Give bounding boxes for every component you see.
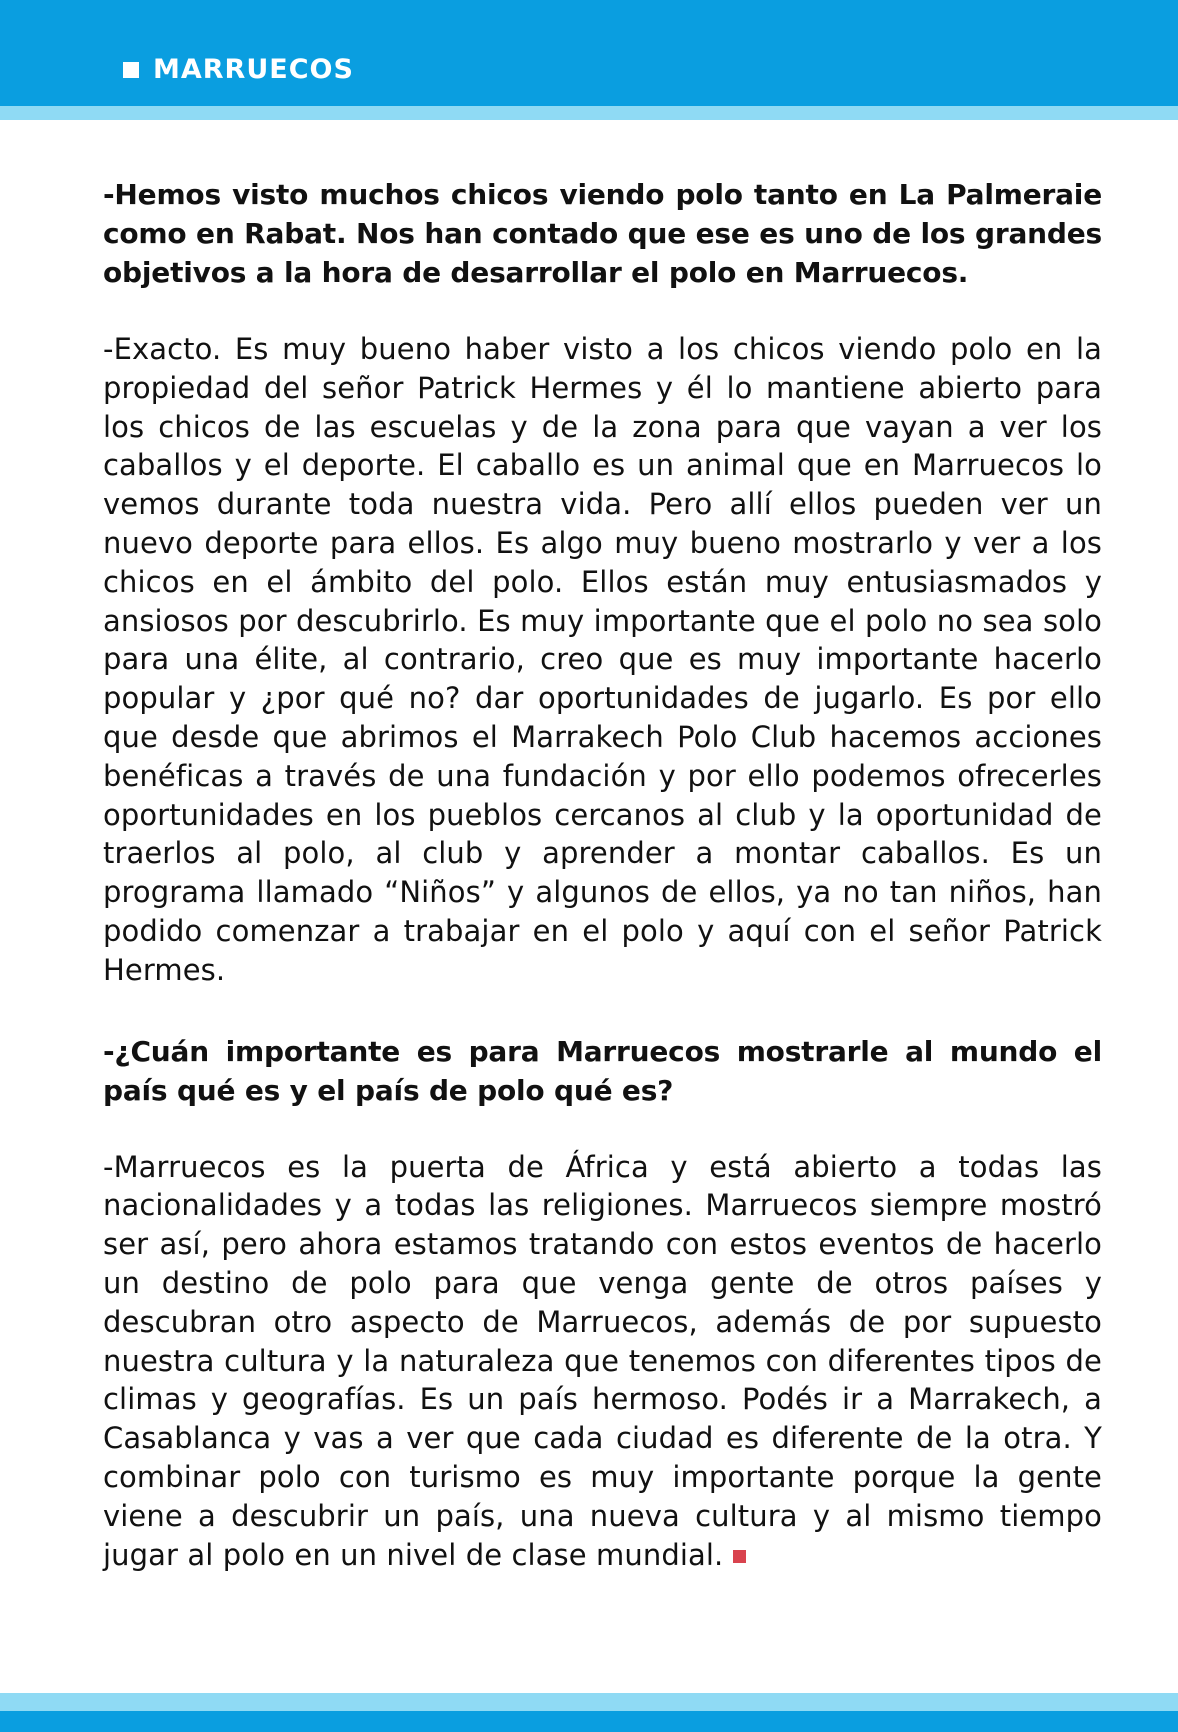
answer-text: -Marruecos es la puerta de África y está abierto a todas las nacionalidades y a todas las religiones. Marruecos siempre mostró ser así, pero ahora estamos tratando con estos eventos de hacerlo un destino de polo para que venga gente de otros países y descubran otro aspecto de Marruecos, además de por supuesto nuestra cultura y la naturaleza que tenemos con diferentes tipos de climas y geografías. Es un país hermoso. Podés ir a Marrakech, a Casablanca y vas a ver que cada ciudad es diferente de la otra. Y combinar polo con turismo es muy importante porque la gente viene a descubrir un país, una nueva cultura y al mismo tiempo jugar al polo en un nivel de clase mundial.: [103, 1149, 1102, 1572]
article-body: [103, 175, 1102, 1574]
end-of-article-mark: [733, 1550, 746, 1563]
section-title: MARRUECOS: [153, 54, 354, 85]
section-marker-square: [123, 62, 139, 78]
header-stripe: [0, 106, 1178, 120]
interview-question: -¿Cuán importante es para Marruecos mostrarle al mundo el país qué es y el país de polo qué es?: [103, 1034, 1102, 1107]
footer-stripe: [0, 1693, 1178, 1711]
paragraph-gap: [103, 1110, 1102, 1148]
footer-band: [0, 1711, 1178, 1732]
paragraph-gap: [103, 292, 1102, 330]
paragraph-gap: [103, 990, 1102, 1032]
interview-answer-last: [103, 1148, 1102, 1575]
interview-answer: -Exacto. Es muy bueno haber visto a los chicos viendo polo en la propiedad del señor Patrick Hermes y él lo mantiene abierto para los chicos de las escuelas y de la zona para que vayan a ver los caballos y el deporte. El caballo es un animal que en Marruecos lo vemos durante toda nuestra vida. Pero allí ellos pueden ver un nuevo deporte para ellos. Es algo muy bueno mostrarlo y ver a los chicos en el ámbito del polo. Ellos están muy entusiasmados y ansiosos por descubrirlo. Es muy importante que el polo no sea solo para una élite, al contrario, creo que es muy importante hacerlo popular y ¿por qué no? dar oportunidades de jugarlo. Es por ello que desde que abrimos el Marrakech Polo Club hacemos acciones benéficas a través de una fundación y por ello podemos ofrecerles oportunidades en los pueblos cercanos al club y la oportunidad de traerlos al polo, al club y aprender a montar caballos. Es un programa llamado “Niños” y algunos de ellos, ya no tan niños, han podido comenzar a trabajar en el polo y aquí con el señor Patrick Hermes.: [103, 332, 1102, 987]
interview-question: -Hemos visto muchos chicos viendo polo tanto en La Palmeraie como en Rabat. Nos han contado que ese es uno de los grandes objetivos a la hora de desarrollar el polo en Marruecos.: [103, 178, 1102, 289]
